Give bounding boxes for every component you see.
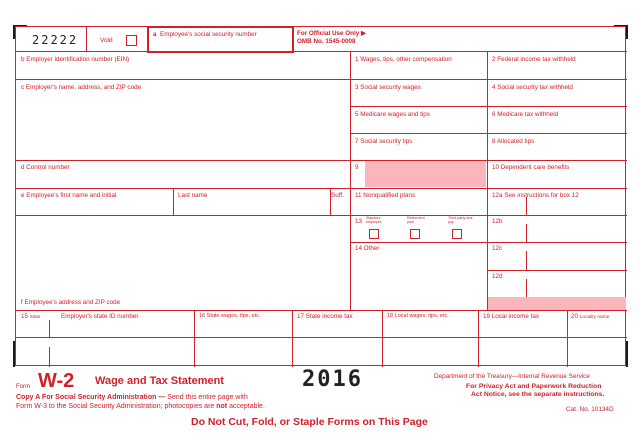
box-f-label: f Employee's address and ZIP code [21,299,121,306]
box-11-label: 11 Nonqualified plans [355,192,416,199]
box-13-retirement-checkbox[interactable] [410,229,420,239]
box-13-statutory-label: Statutory employee [366,216,382,224]
tax-year: 2016 [302,367,363,392]
box-1-label: 1 Wages, tips, other compensation [355,56,452,63]
cat-number: Cat. No. 10134D [566,406,614,413]
box-13-thirdparty-checkbox[interactable] [452,229,462,239]
w2-form [15,26,626,366]
box-13-statutory-checkbox[interactable] [369,229,379,239]
box-12d-label: 12d [492,273,503,280]
do-not-cut-notice: Do Not Cut, Fold, or Staple Forms on This Page [191,416,428,428]
box-10-label: 10 Dependent care benefits [492,164,570,171]
form-code: 22222 [32,33,79,47]
box-17-label: 17 State income tax [297,313,353,320]
box-12a-label: 12a See instructions for box 12 [492,192,579,199]
box-12b-label: 12b [492,218,503,225]
box-b-label: b Employer identification number (EIN) [21,56,130,63]
box-13-thirdparty-label: Third-party sick pay [448,216,473,224]
box-c-label: c Employer's name, address, and ZIP code [21,84,142,91]
box-19-label: 19 Local income tax [483,313,540,320]
box-e-last-label: Last name [178,192,208,199]
official-use-text: For Official Use Only ▶ [297,30,366,37]
box-d-label: d Control number [21,164,70,171]
void-checkbox[interactable] [126,35,137,46]
box-4-label: 4 Social security tax withheld [492,84,573,91]
copy-a-line-2: Form W-3 to the Social Security Administration; photocopies are not acceptable. [16,403,265,410]
box-5-label: 5 Medicare wages and tips [355,111,430,118]
box-7-label: 7 Social security tips [355,138,413,145]
box-a-ssn[interactable] [147,26,294,53]
box-15-label: 15 State [21,313,41,320]
copy-a-line-1: Copy A For Social Security Administration — Send this entire page with [16,394,248,401]
box-2-label: 2 Federal income tax withheld [492,56,576,63]
box-9-label: 9 [355,164,359,171]
box-15-id-label: Employer's state ID number [61,313,139,320]
box-20-label: 20 Locality name [571,313,610,320]
box-14-label: 14 Other [355,245,380,252]
box-16-label: 16 State wages, tips, etc. [199,313,261,319]
box-a-label: a Employee's social security number [153,31,257,38]
box-e-label: e Employee's first name and initial [21,192,117,199]
box-9-shaded [365,161,486,187]
form-name: W-2 [38,370,75,392]
form-word: Form [16,384,30,390]
box-12c-label: 12c [492,245,503,252]
void-label: Void [100,37,113,44]
omb-number: OMB No. 1545-0008 [297,38,356,45]
corner-mark [626,25,628,39]
box-18-label: 18 Local wages, tips, etc. [387,313,449,319]
box-e-suff-label: Suff. [331,192,344,199]
box-8-label: 8 Allocated tips [492,138,535,145]
corner-mark [626,341,628,367]
box-3-label: 3 Social security wages [355,84,421,91]
box-13-label: 13 [355,218,363,225]
box-13-retirement-label: Retirement plan [407,216,425,224]
privacy-line-2: Act Notice, see the separate instructions. [471,391,605,398]
form-title: Wage and Tax Statement [95,375,224,387]
privacy-line-1: For Privacy Act and Paperwork Reduction [466,383,602,390]
box-12-shaded [488,297,626,310]
dept-treasury: Department of the Treasury—Internal Revenue Service [434,373,590,380]
box-6-label: 6 Medicare tax withheld [492,111,559,118]
